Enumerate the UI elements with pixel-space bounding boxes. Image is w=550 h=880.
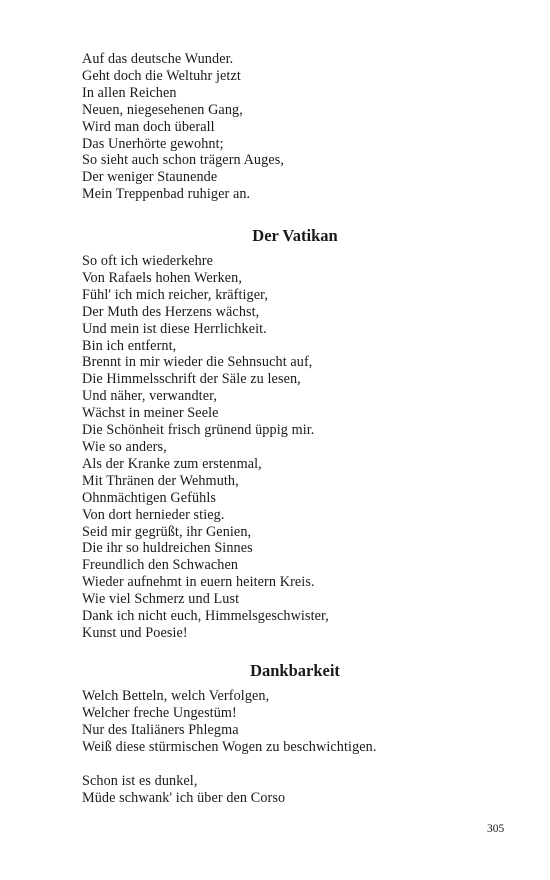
verse-line: Wie viel Schmerz und Lust: [82, 591, 240, 608]
verse-line: Von dort hernieder stieg.: [82, 506, 225, 523]
verse-line: Das Unerhörte gewohnt;: [82, 135, 224, 152]
verse-line: Müde schwank' ich über den Corso: [82, 789, 286, 806]
verse-line: Auf das deutsche Wunder.: [82, 51, 234, 67]
poem-stanza: [82, 688, 502, 756]
verse-line: Wie so anders,: [82, 438, 167, 455]
verse-line: Fühl' ich mich reicher, kräftiger,: [82, 286, 269, 303]
verse-line: Schon ist es dunkel,: [82, 773, 198, 789]
verse-line: In allen Reichen: [82, 84, 177, 101]
verse-line: Weiß diese stürmischen Wogen zu beschwichtigen.: [82, 738, 377, 755]
verse-line: Der weniger Staunende: [82, 169, 218, 186]
verse-line: Von Rafaels hohen Werken,: [82, 269, 243, 286]
verse-line: Ohnmächtigen Gefühls: [82, 489, 216, 506]
poem-title: Dankbarkeit: [250, 661, 340, 680]
verse-line: Und näher, verwandter,: [82, 388, 217, 405]
poem-continuation: [82, 51, 502, 203]
poem-title: Der Vatikan: [252, 226, 338, 245]
verse-line: Als der Kranke zum erstenmal,: [82, 455, 262, 472]
verse-line: So sieht auch schon trägern Auges,: [82, 152, 284, 169]
verse-line: So oft ich wiederkehre: [82, 253, 214, 269]
verse-line: Wird man doch überall: [82, 118, 215, 135]
poem-stanza: [82, 253, 502, 642]
verse-line: Bin ich entfernt,: [82, 337, 177, 354]
verse-line: Seid mir gegrüßt, ihr Genien,: [82, 523, 252, 540]
verse-line: Neuen, niegesehenen Gang,: [82, 101, 243, 118]
verse-line: Dank ich nicht euch, Himmelsgeschwister,: [82, 608, 329, 625]
verse-line: Und mein ist diese Herrlichkeit.: [82, 320, 267, 337]
verse-line: Geht doch die Weltuhr jetzt: [82, 67, 241, 84]
verse-line: Der Muth des Herzens wächst,: [82, 303, 260, 320]
verse-line: Die Himmelsschrift der Säle zu lesen,: [82, 371, 301, 388]
verse-line: Freundlich den Schwachen: [82, 557, 239, 574]
verse-line: Welcher freche Ungestüm!: [82, 704, 237, 721]
poem-stanza: [82, 773, 502, 807]
verse-line: Mein Treppenbad ruhiger an.: [82, 186, 251, 203]
page-number: 305: [487, 823, 505, 835]
verse-line: Die ihr so huldreichen Sinnes: [82, 540, 253, 557]
verse-line: Nur des Italiäners Phlegma: [82, 721, 239, 738]
verse-line: Wächst in meiner Seele: [82, 405, 219, 422]
verse-line: Kunst und Poesie!: [82, 624, 188, 641]
verse-line: Brennt in mir wieder die Sehnsucht auf,: [82, 354, 313, 371]
verse-line: Welch Betteln, welch Verfolgen,: [82, 688, 270, 704]
verse-line: Wieder aufnehmt in euern heitern Kreis.: [82, 574, 315, 591]
verse-line: Mit Thränen der Wehmuth,: [82, 472, 239, 489]
verse-line: Die Schönheit frisch grünend üppig mir.: [82, 422, 315, 439]
